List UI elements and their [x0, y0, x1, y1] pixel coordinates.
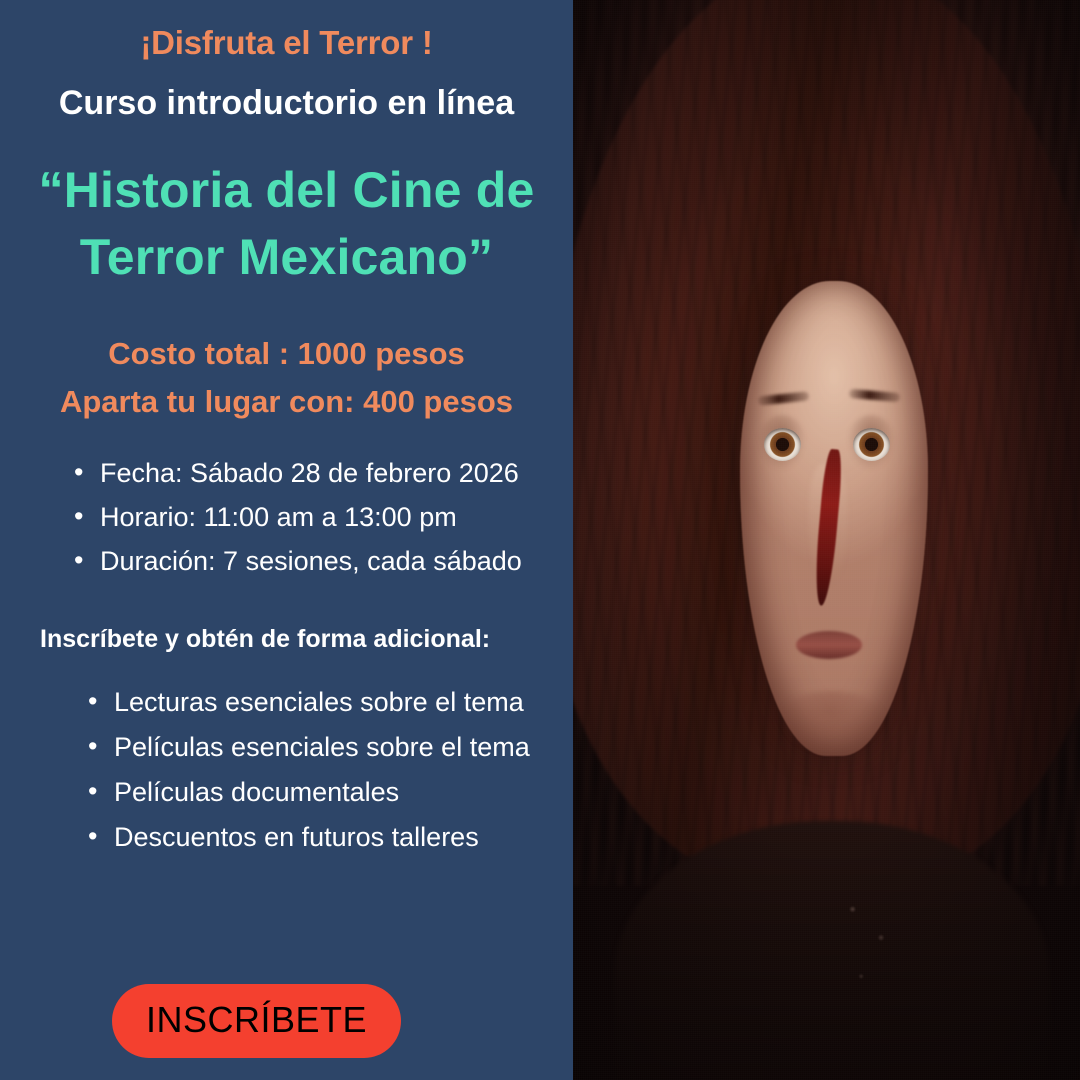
garment-details — [837, 886, 908, 1016]
enroll-button[interactable]: INSCRÍBETE — [112, 984, 401, 1058]
chin-shadow — [776, 691, 888, 756]
mouth-shape — [796, 631, 862, 659]
poster-photo-panel — [573, 0, 1080, 1080]
list-item: • Horario: 11:00 am a 13:00 pm — [74, 496, 573, 540]
poster-subtitle: Curso introductorio en línea — [58, 84, 515, 122]
price-deposit: Aparta tu lugar con: 400 pesos — [59, 384, 514, 420]
bonus-items-list — [0, 680, 573, 859]
course-details-list — [0, 452, 573, 583]
eye-left — [764, 428, 802, 461]
price-total: Costo total : 1000 pesos — [108, 336, 465, 371]
list-item: • Películas documentales — [88, 770, 573, 815]
portrait-photo — [573, 0, 1080, 1080]
poster-tagline: ¡Disfruta el Terror ! — [140, 24, 433, 61]
pricing-block — [0, 330, 573, 426]
list-item: • Lecturas esenciales sobre el tema — [88, 680, 573, 725]
list-item: • Descuentos en futuros talleres — [88, 815, 573, 860]
page-title: “Historia del Cine de Terror Mexicano” — [38, 162, 535, 285]
list-item: • Fecha: Sábado 28 de febrero 2026 — [74, 452, 573, 496]
list-item: • Duración: 7 sesiones, cada sábado — [74, 540, 573, 584]
list-item: • Películas esenciales sobre el tema — [88, 725, 573, 770]
cta-container — [0, 984, 573, 1058]
bonus-heading: Inscríbete y obtén de forma adicional: — [40, 625, 491, 654]
